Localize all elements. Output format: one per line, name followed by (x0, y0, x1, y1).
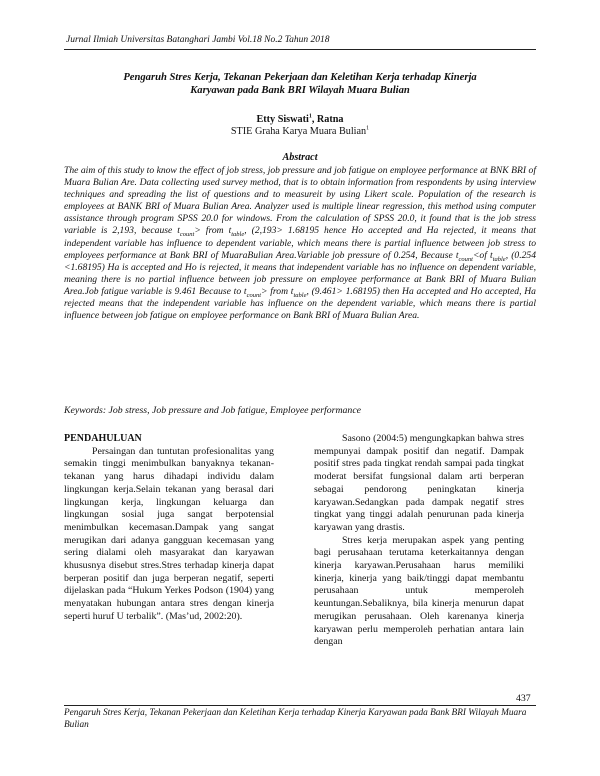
affiliation (64, 126, 536, 137)
abstract-text: > from t (194, 225, 232, 237)
author-affiliation-mark: 1 (308, 113, 312, 120)
paragraph: Stres kerja merupakan aspek yang penting bagi perusahaan terutama keterkaitannya dengan kinerja karyawan.Perusahaan harus memiliki kinerja, kinerja yang baik/tinggi dapat membantu perusahaan untuk memperoleh keuntungan.Sebaliknya, bila kinerja menurun dapat merugikan perusahaan. Oleh karenanya kinerja karyawan perlu memperoleh perhatian antara lain dengan (314, 534, 524, 648)
abstract-body (64, 165, 536, 322)
subscript: count (458, 255, 473, 263)
paper-title (64, 71, 536, 97)
abstract-text: The aim of this study to know the effect of job stress, job pressure and job fatigue on employee performance at BNK BRI of Muara Bulian Are. Data collecting used survey method, that is to obtain information from respondents by using interview techniques and spreading the list of questions and to measureit by using Likert scale. Population of the research is employees at BANK BRI of Muara Bulian Area. Analyzer used is multiple linear regression, this method using computer assistance through program SPSS 20.0 for windows. From the calculation of SPSS 20.0, it found that is the job stress variable is 2,193, because t (64, 165, 536, 237)
abstract-text: , (2,193> 1.68195 hence Ho accepted and Ha rejected, it means that independent variable has influence to dependent variable, which means there is partial influence between job stress to employees performance at Bank BRI of MuaraBulian Area.Variable job pressure of 0.254, Because t (64, 225, 536, 261)
subscript: count (179, 231, 195, 239)
affiliation-mark: 1 (366, 125, 370, 132)
abstract-text: > from t (261, 285, 294, 297)
subscript: table (231, 231, 245, 239)
running-header: Jurnal Ilmiah Universitas Batanghari Jambi Vol.18 No.2 Tahun 2018 (66, 35, 330, 45)
section-heading: PENDAHULUAN (64, 433, 142, 444)
affiliation-text: STIE Graha Karya Muara Bulian (230, 126, 367, 137)
keywords: Keywords: Job stress, Job pressure and Job fatigue, Employee performance (64, 405, 362, 416)
abstract-heading: Abstract (282, 152, 318, 163)
paragraph: Persaingan dan tuntutan profesionalitas yang semakin tinggi menimbulkan banyaknya tekanan-tekanan yang harus dihadapi individu dalam lingkungan kerja.Selain tekanan yang berasal dari lingkungan kerja, lingkungan keluarga dan lingkungan sosial juga sangat berpotensial menimbulkan kecemasan.Dampak yang sangat merugikan dari adanya gangguan kecemasan yang sering dialami oleh masyarakat dan karyawan khususnya disebut stres.Stres terhadap kinerja dapat berperan positif dan juga berperan negatif, seperti dijelaskan pada “Hukum Yerkes Podson (1904) yang menyatakan hubungan antara stres dengan kinerja seperti huruf U terbalik”. (Mas’ud, 2002:20). (64, 445, 274, 622)
header-rule (64, 49, 536, 50)
subscript: table (293, 291, 307, 299)
paragraph: Sasono (2004:5) mengungkapkan bahwa stres mempunyai dampak positif dan negatif. Dampak positif stres pada tingkat rendah sampai pada tingkat moderat bersifat fungsional dalam arti berperan sebagai pendorong peningkatan kinerja karyawan.Sedangkan pada dampak negatif stres tingkat yang tinggi adalah penurunan pada kinerja karyawan yang drastis. (314, 433, 524, 533)
author-list (64, 114, 536, 125)
footer-rule (64, 705, 536, 706)
right-column (314, 433, 524, 649)
abstract-text: <of t (472, 249, 493, 261)
author-name: Etty Siswati (256, 114, 309, 125)
abstract-text: , (9.461> 1.68195) then Ha accepted and Ho accepted, Ha rejected means that the independent variable has influence on the dependent variable, which means there is partial influence between job fatigue on employee performance on Bank BRI of Muara Bulian Area. (64, 285, 536, 322)
title-line-2: Karyawan pada Bank BRI Wilayah Muara Bulian (190, 85, 410, 96)
subscript: table (492, 255, 506, 263)
subscript: count (246, 291, 262, 299)
title-line-1: Pengaruh Stres Kerja, Tekanan Pekerjaan dan Keletihan Kerja terhadap Kinerja (123, 72, 477, 83)
co-author: , Ratna (311, 114, 344, 125)
running-footer: Pengaruh Stres Kerja, Tekanan Pekerjaan dan Keletihan Kerja terhadap Kinerja Karyawan pada Bank BRI Wilayah Muara Bulian (64, 708, 527, 730)
abstract-text: , (0.254 <1.68195) Ha is accepted and Ho is rejected, it means that independent variable has no influence on dependent variable, meaning there is no partial influence between job pressure on employee performance at Bank BRI of Muara Bulian Area.Job fatigue variable is 9.461 Because to t (64, 249, 536, 297)
page-number: 437 (516, 693, 531, 704)
left-column (64, 433, 274, 624)
